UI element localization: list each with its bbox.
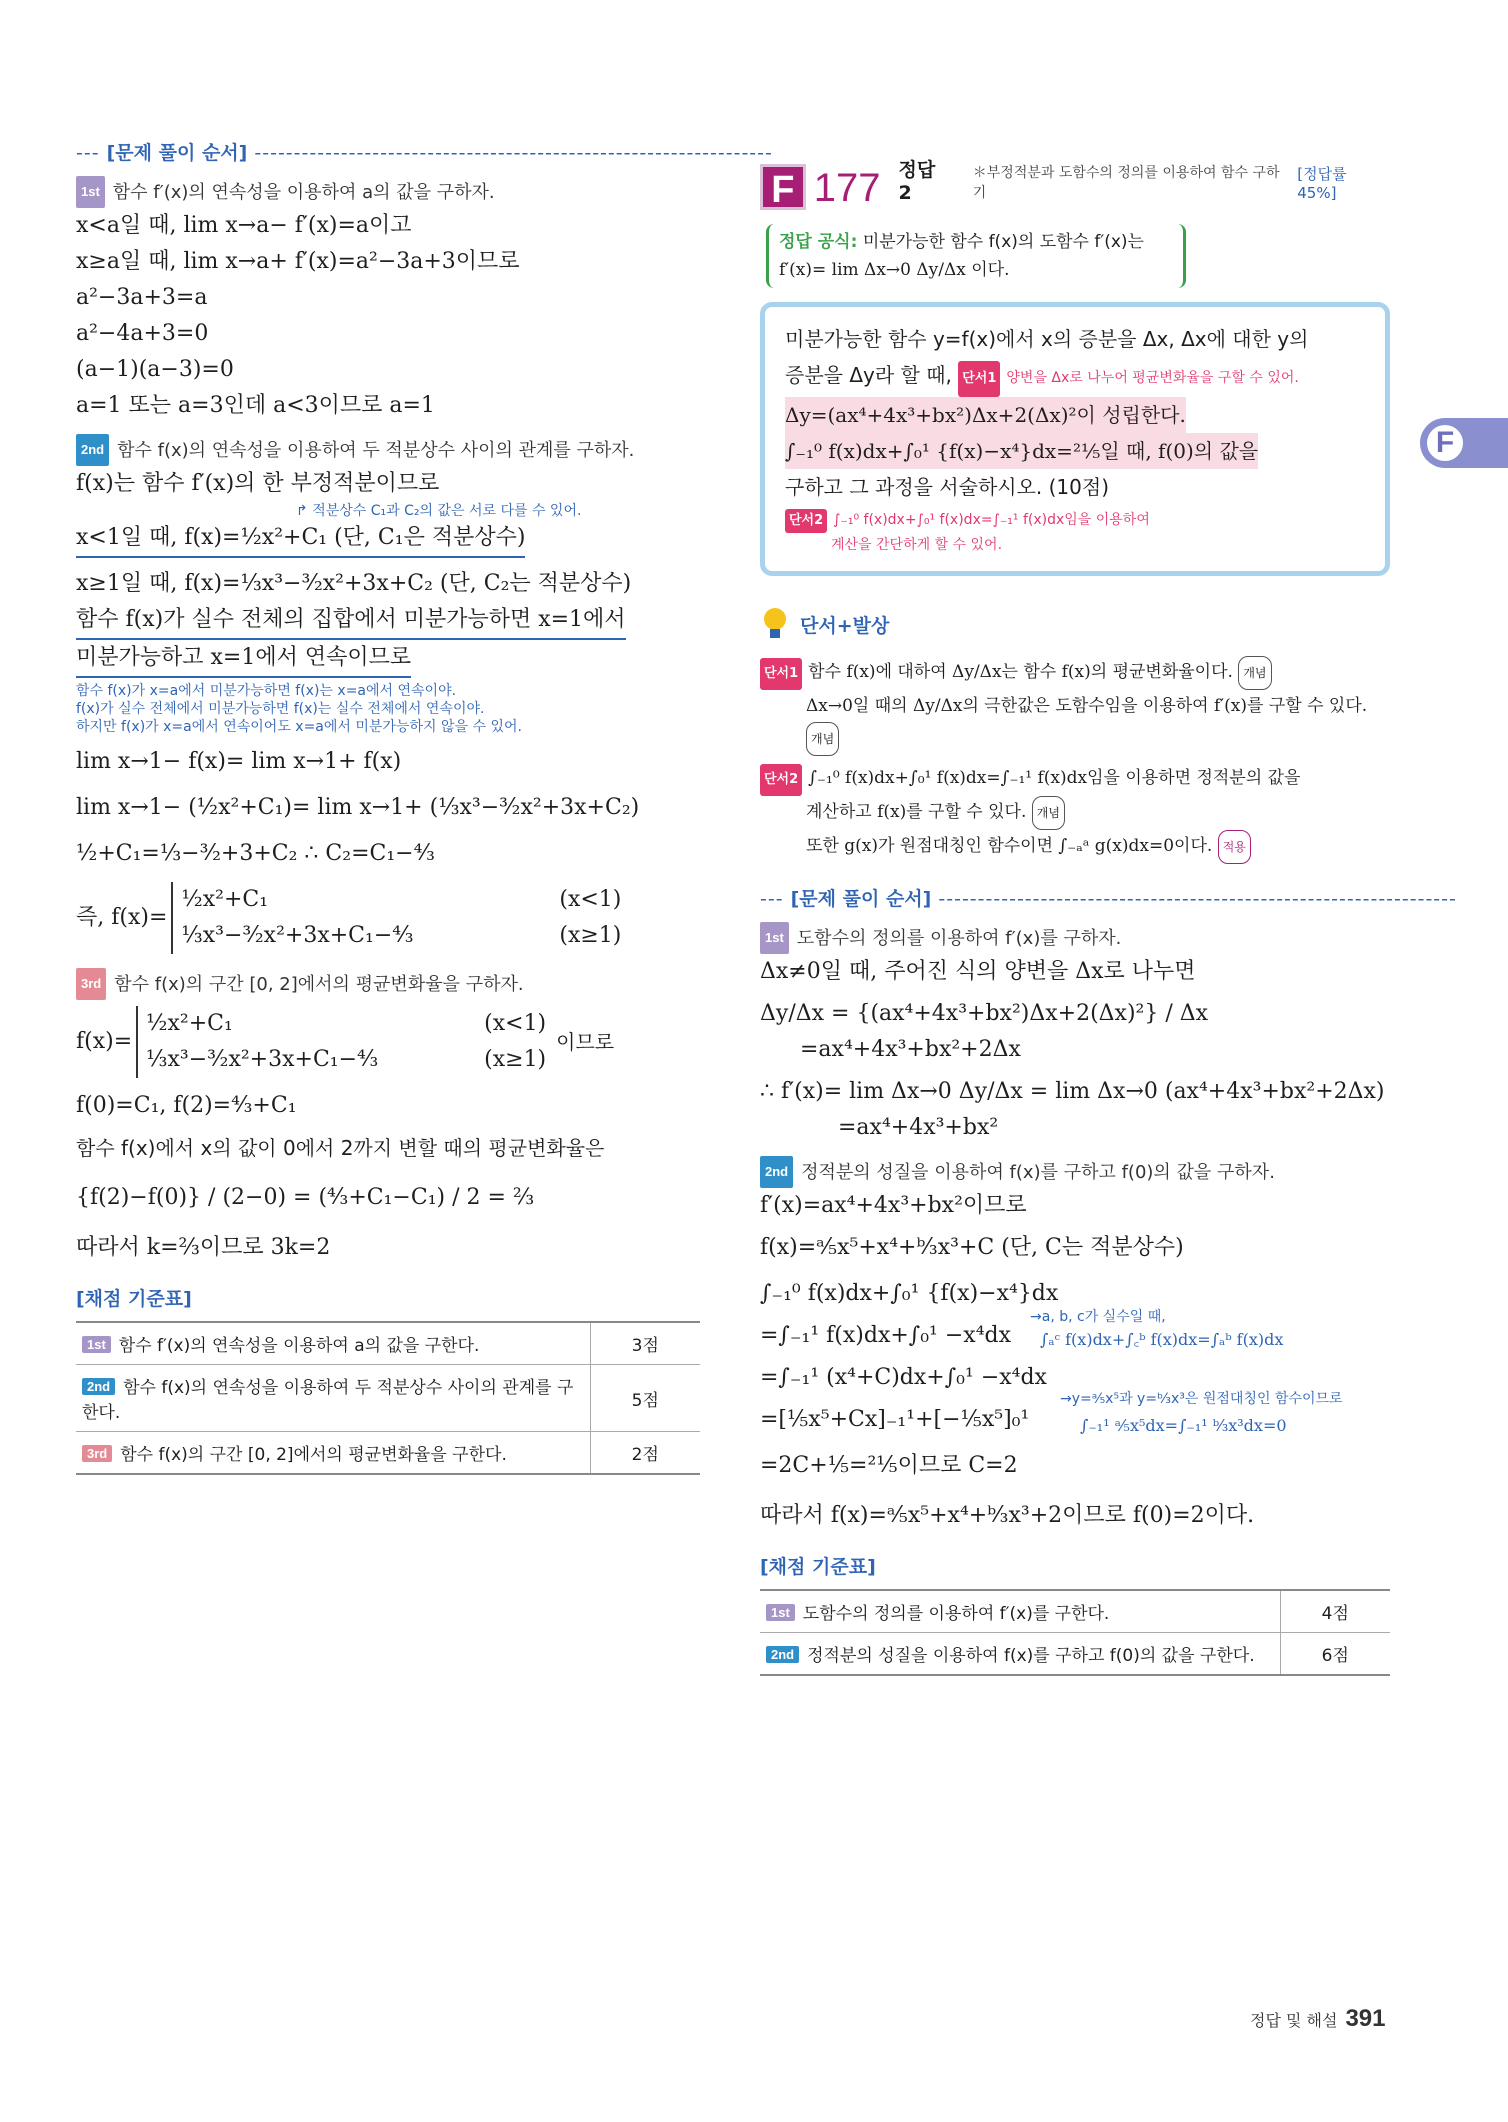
formula-box: 정답 공식: 미분가능한 함수 f(x)의 도함수 f′(x)는 f′(x)= lim Δx→0 Δy/Δx 이다. bbox=[766, 224, 1186, 288]
table-row: 1st 함수 f′(x)의 연속성을 이용하여 a의 값을 구한다. 3점 bbox=[76, 1322, 700, 1365]
table-row: 3rd 함수 f(x)의 구간 [0, 2]에서의 평균변화율을 구한다. 2점 bbox=[76, 1432, 700, 1475]
left-column bbox=[76, 140, 773, 1475]
math-line: f(x)=ᵃ⁄₅x⁵+x⁴+ᵇ⁄₃x³+C (단, C는 적분상수) bbox=[760, 1235, 1184, 1260]
math-line: f(x)는 함수 f′(x)의 한 부정적분이므로 bbox=[76, 471, 440, 496]
math-line: =∫₋₁¹ (x⁴+C)dx+∫₀¹ −x⁴dx bbox=[760, 1365, 1047, 1390]
lightbulb-head-icon bbox=[760, 606, 790, 642]
grade-table-right bbox=[760, 1589, 1390, 1676]
math-line: 미분가능하고 x=1에서 연속이므로 bbox=[76, 640, 700, 678]
piecewise-function-2: f(x)= ½x²+C₁ (x<1) ⅓x³−³⁄₂x²+3x+C₁−⁴⁄₃ (x≥1) 이므로 bbox=[76, 1006, 700, 1078]
grade-title-left: [채점 기준표] bbox=[76, 1288, 192, 1310]
question-number: 177 bbox=[813, 166, 881, 210]
question-topic: ＊부정적분과 도함수의 정의를 이용하여 함수 구하기 bbox=[972, 165, 1280, 201]
math-line: =∫₋₁¹ f(x)dx+∫₀¹ −x⁴dx bbox=[760, 1323, 1012, 1348]
page-footer: 정답 및 해설 391 bbox=[1250, 2005, 1386, 2032]
annotation-formula: ∫₋₁¹ ᵃ⁄₅x⁵dx=∫₋₁¹ ᵇ⁄₃x³dx=0 bbox=[1080, 1416, 1287, 1435]
step3-heading: 3rd 함수 f(x)의 구간 [0, 2]에서의 평균변화율을 구하자. bbox=[76, 968, 700, 1000]
math-line: ∴ f′(x)= lim Δx→0 Δy/Δx = lim Δx→0 (ax⁴+4x³+bx²+2Δx) bbox=[760, 1079, 1385, 1104]
table-row: 1st 도함수의 정의를 이용하여 f′(x)를 구한다. 4점 bbox=[760, 1590, 1390, 1633]
step2-heading-right: 2nd 정적분의 성질을 이용하여 f(x)를 구하고 f(0)의 값을 구하자. bbox=[760, 1156, 1390, 1188]
annotation-note: ↱ 적분상수 C₁과 C₂의 값은 서로 다를 수 있어. bbox=[296, 503, 582, 519]
math-line: x≥1일 때, f(x)=⅓x³−³⁄₂x²+3x+C₂ (단, C₂는 적분상수) bbox=[76, 571, 632, 596]
problem-box: 미분가능한 함수 y=f(x)에서 x의 증분을 Δx, Δx에 대한 y의 증분을 Δy라 할 때, 단서1 양변을 Δx로 나누어 평균변화율을 구할 수 있어. Δy=(ax⁴+4x³+bx²)Δx+2(Δx)²이 성립한다. ∫₋₁⁰ f(x)dx+∫₀¹ {f(x)−x⁴}dx=²¹⁄₅일 때, f(0)의 값을 구하고 그 과정을 서술하시오. (10점) 단서2 ∫₋₁⁰ f(x)dx+∫₀¹ f(x)dx=∫₋₁¹ f(x)dx임을 이용하여 계산을 간단하게 할 수 있어. bbox=[760, 302, 1390, 576]
math-line: lim x→1− (½x²+C₁)= lim x→1+ (⅓x³−³⁄₂x²+3x+C₂) bbox=[76, 795, 640, 820]
math-line: f′(x)=ax⁴+4x³+bx²이므로 bbox=[760, 1193, 1027, 1218]
step1-heading: 1st 함수 f′(x)의 연속성을 이용하여 a의 값을 구하자. bbox=[76, 176, 700, 208]
math-line: x<1일 때, f(x)=½x²+C₁ (단, C₁은 적분상수) bbox=[76, 520, 700, 558]
math-line: =ax⁴+4x³+bx² bbox=[838, 1115, 999, 1140]
annotation-note: →a, b, c가 실수일 때, bbox=[1030, 1309, 1166, 1325]
step1-lines bbox=[76, 208, 700, 424]
section-title-left: --- [문제 풀이 순서] ------------------------------------------------------------------ bbox=[76, 142, 773, 164]
answer-label: 정답 2 bbox=[898, 159, 936, 204]
step2-heading: 2nd 함수 f(x)의 연속성을 이용하여 두 적분상수 사이의 관계를 구하자. bbox=[76, 434, 700, 466]
math-line: x≥a일 때, lim x→a+ f′(x)=a²−3a+3이므로 bbox=[76, 249, 520, 274]
correct-rate: [정답률 45%] bbox=[1297, 165, 1347, 202]
math-line: Δx≠0일 때, 주어진 식의 양변을 Δx로 나누면 bbox=[760, 959, 1196, 984]
grade-title-right: [채점 기준표] bbox=[760, 1556, 876, 1578]
math-line: {f(2)−f(0)} / (2−0) = (⁴⁄₃+C₁−C₁) / 2 = ⅔ bbox=[76, 1185, 535, 1210]
table-row: 2nd 함수 f(x)의 연속성을 이용하여 두 적분상수 사이의 관계를 구한다. 5점 bbox=[76, 1365, 700, 1432]
piecewise-function: 즉, f(x)= ½x²+C₁ (x<1) ⅓x³−³⁄₂x²+3x+C₁−⁴⁄₃ (x≥1) bbox=[76, 882, 700, 954]
math-line: a²−4a+3=0 bbox=[76, 321, 209, 346]
math-line: lim x→1− f(x)= lim x→1+ f(x) bbox=[76, 749, 402, 774]
math-line: 함수 f(x)에서 x의 값이 0에서 2까지 변할 때의 평균변화율은 bbox=[76, 1136, 605, 1160]
right-column bbox=[760, 150, 1457, 1676]
math-line: a=1 또는 a=3인데 a<3이므로 a=1 bbox=[76, 393, 435, 418]
math-line: f(0)=C₁, f(2)=⁴⁄₃+C₁ bbox=[76, 1093, 297, 1118]
step1-heading-right: 1st 도함수의 정의를 이용하여 f′(x)를 구하자. bbox=[760, 922, 1390, 954]
unit-badge: F bbox=[760, 164, 806, 210]
math-line: =[⅕x⁵+Cx]₋₁¹+[−⅕x⁵]₀¹ bbox=[760, 1407, 1030, 1432]
math-line: 함수 f(x)가 실수 전체의 집합에서 미분가능하면 x=1에서 bbox=[76, 602, 700, 640]
section-title-right: --- [문제 풀이 순서] ------------------------------------------------------------------ bbox=[760, 888, 1457, 910]
table-row: 2nd 정적분의 성질을 이용하여 f(x)를 구하고 f(0)의 값을 구한다. 6점 bbox=[760, 1633, 1390, 1676]
annotation-formula: ∫ₐᶜ f(x)dx+∫꜀ᵇ f(x)dx=∫ₐᵇ f(x)dx bbox=[1040, 1330, 1284, 1349]
math-line: 따라서 k=⅔이므로 3k=2 bbox=[76, 1235, 331, 1260]
annotation-note: →y=ᵃ⁄₅x⁵과 y=ᵇ⁄₃x³은 원점대칭인 함수이므로 bbox=[1060, 1391, 1343, 1407]
math-line: ∫₋₁⁰ f(x)dx+∫₀¹ {f(x)−x⁴}dx bbox=[760, 1281, 1059, 1306]
math-line: a²−3a+3=a bbox=[76, 285, 208, 310]
math-line: Δy/Δx = {(ax⁴+4x³+bx²)Δx+2(Δx)²} / Δx bbox=[760, 1001, 1209, 1026]
grade-table-left bbox=[76, 1321, 700, 1475]
math-line: ½+C₁=⅓−³⁄₂+3+C₂ ∴ C₂=C₁−⁴⁄₃ bbox=[76, 841, 435, 866]
clue-title: 단서+발상 bbox=[760, 606, 1390, 642]
math-line: =ax⁴+4x³+bx²+2Δx bbox=[800, 1037, 1021, 1062]
page-number: 391 bbox=[1345, 2005, 1386, 2032]
continuity-notes: 함수 f(x)가 x=a에서 미분가능하면 f(x)는 x=a에서 연속이야. f(x)가 실수 전체에서 미분가능하면 f(x)는 실수 전체에서 연속이야. 하지만 f(x)가 x=a에서 연속이어도 x=a에서 미분가능하지 않을 수 있어. bbox=[76, 683, 522, 735]
math-line: (a−1)(a−3)=0 bbox=[76, 357, 234, 382]
math-line: 따라서 f(x)=ᵃ⁄₅x⁵+x⁴+ᵇ⁄₃x³+2이므로 f(0)=2이다. bbox=[760, 1503, 1255, 1528]
clue-list: 단서1 함수 f(x)에 대하여 Δy/Δx는 함수 f(x)의 평균변화율이다. 개념 Δx→0일 때의 Δy/Δx의 극한값은 도함수임을 이용하여 f′(x)를 구할 수 있다. 개념 단서2 ∫₋₁⁰ f(x)dx+∫₀¹ f(x)dx=∫₋₁¹ f(x)dx임을 이용하면 정적분의 값을 계산하고 f(x)를 구할 수 있다. 개념 또한 g(x)가 원점대칭인 함수이면 ∫₋ₐᵃ g(x)dx=0이다. 적용 bbox=[760, 656, 1390, 864]
question-header bbox=[760, 150, 1390, 210]
math-line: =2C+⅕=²¹⁄₅이므로 C=2 bbox=[760, 1453, 1018, 1478]
math-line: x<a일 때, lim x→a− f′(x)=a이고 bbox=[76, 213, 412, 238]
integral-block bbox=[760, 1309, 1390, 1534]
chapter-side-tab[interactable]: F bbox=[1420, 418, 1508, 468]
